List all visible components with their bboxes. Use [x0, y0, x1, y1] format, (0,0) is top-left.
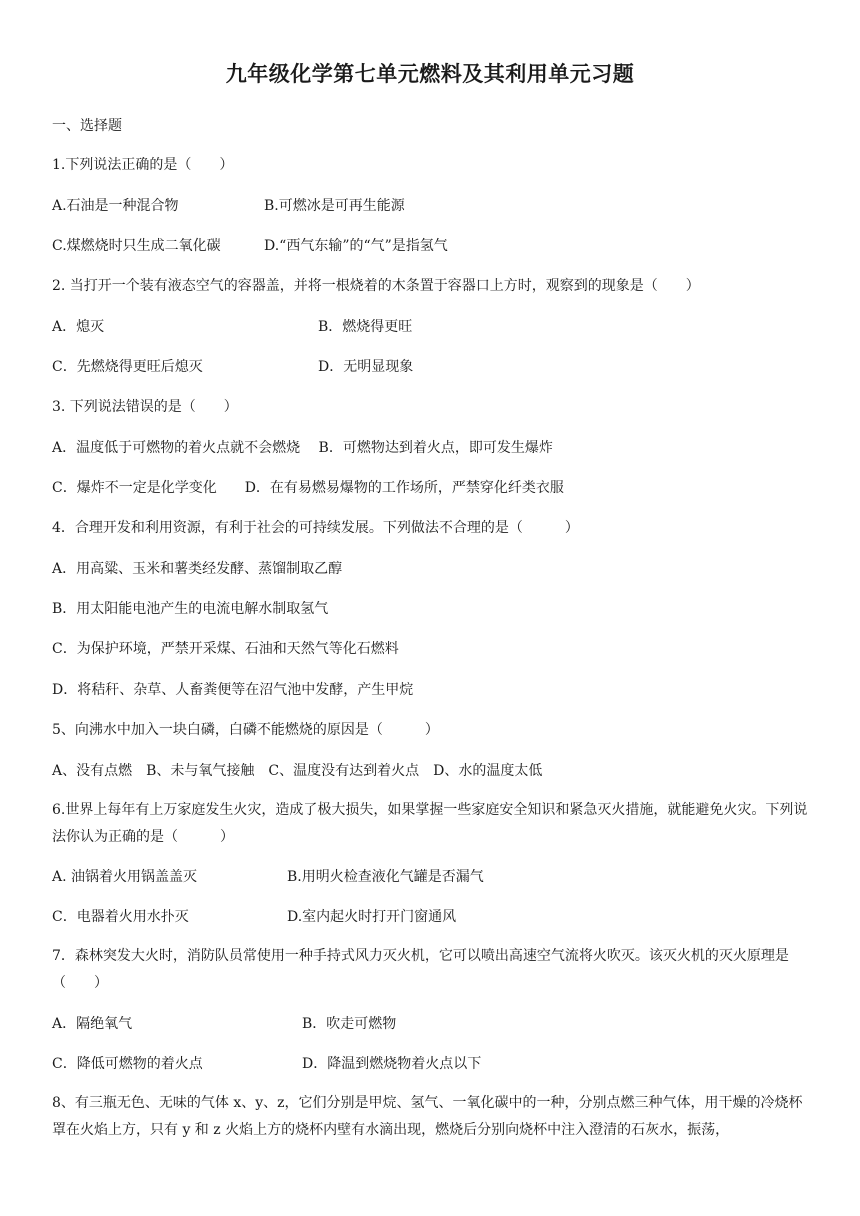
- question-6-option-a: A. 油锅着火用锅盖盖灭: [52, 869, 198, 885]
- question-3-options-ab: A．温度低于可燃物的着火点就不会燃烧 B．可燃物达到着火点，即可发生爆炸: [52, 440, 553, 456]
- page-title: 九年级化学第七单元燃料及其利用单元习题: [225, 61, 635, 86]
- question-6-option-c: C．电器着火用水扑灭: [52, 909, 189, 925]
- question-2-stem: 2. 当打开一个装有液态空气的容器盖，并将一根烧着的木条置于容器口上方时，观察到的现象是（ ）: [52, 278, 700, 294]
- question-7-option-d: D．降温到燃烧物着火点以下: [302, 1056, 482, 1072]
- question-4-option-b: B．用太阳能电池产生的电流电解水制取氢气: [52, 601, 329, 617]
- question-2-option-a: A．熄灭: [52, 319, 105, 335]
- question-6-stem: 6.世界上每年有上万家庭发生火灾，造成了极大损失，如果掌握一些家庭安全知识和紧急灭火措施，就能避免火灾。下列说法你认为正确的是（ ）: [52, 802, 808, 845]
- question-7-option-a: A．隔绝氧气: [52, 1016, 133, 1032]
- question-2-option-b: B．燃烧得更旺: [318, 319, 413, 335]
- question-8-stem: 8、有三瓶无色、无味的气体 x、y、z，它们分别是甲烷、氢气、一氧化碳中的一种，分别点燃三种气体，用干燥的冷烧杯罩在火焰上方，只有 y 和 z 火焰上方的烧杯内壁有水滴出现，燃烧后分别向烧杯中注入澄清的石灰水，振荡，: [52, 1095, 803, 1138]
- question-7-option-b: B．吹走可燃物: [302, 1016, 397, 1032]
- question-1-option-d: D.“西气东输”的“气”是指氢气: [264, 238, 448, 254]
- question-1-stem: 1.下列说法正确的是（ ）: [52, 157, 234, 173]
- question-1-option-c: C.煤燃烧时只生成二氧化碳: [52, 238, 221, 254]
- question-6-option-d: D.室内起火时打开门窗通风: [287, 909, 457, 925]
- question-5-options: A、没有点燃 B、未与氧气接触 C、温度没有达到着火点 D、水的温度太低: [52, 763, 543, 779]
- question-7-stem: 7．森林突发大火时，消防队员常使用一种手持式风力灭火机，它可以喷出高速空气流将火吹灭。该灭火机的灭火原理是（ ）: [52, 948, 789, 991]
- question-6-option-b: B.用明火检查液化气罐是否漏气: [287, 869, 484, 885]
- question-4-stem: 4．合理开发和利用资源，有利于社会的可持续发展。下列做法不合理的是（ ）: [52, 520, 579, 536]
- question-4-option-c: C．为保护环境，严禁开采煤、石油和天然气等化石燃料: [52, 641, 399, 657]
- question-1-option-b: B.可燃冰是可再生能源: [264, 198, 405, 214]
- section-heading: 一、选择题: [52, 118, 122, 134]
- question-2-option-c: C．先燃烧得更旺后熄灭: [52, 359, 203, 375]
- question-3-stem: 3. 下列说法错误的是（ ）: [52, 399, 238, 415]
- question-4-option-d: D．将秸秆、杂草、人畜粪便等在沼气池中发酵，产生甲烷: [52, 682, 414, 698]
- question-1-option-a: A.石油是一种混合物: [52, 198, 179, 214]
- question-2-option-d: D．无明显现象: [318, 359, 414, 375]
- question-4-option-a: A．用高粱、玉米和薯类经发酵、蒸馏制取乙醇: [52, 561, 343, 577]
- question-3-options-cd: C．爆炸不一定是化学变化 D．在有易燃易爆物的工作场所，严禁穿化纤类衣服: [52, 480, 564, 496]
- question-5-stem: 5、向沸水中加入一块白磷，白磷不能燃烧的原因是（ ）: [52, 722, 439, 738]
- question-7-option-c: C．降低可燃物的着火点: [52, 1056, 203, 1072]
